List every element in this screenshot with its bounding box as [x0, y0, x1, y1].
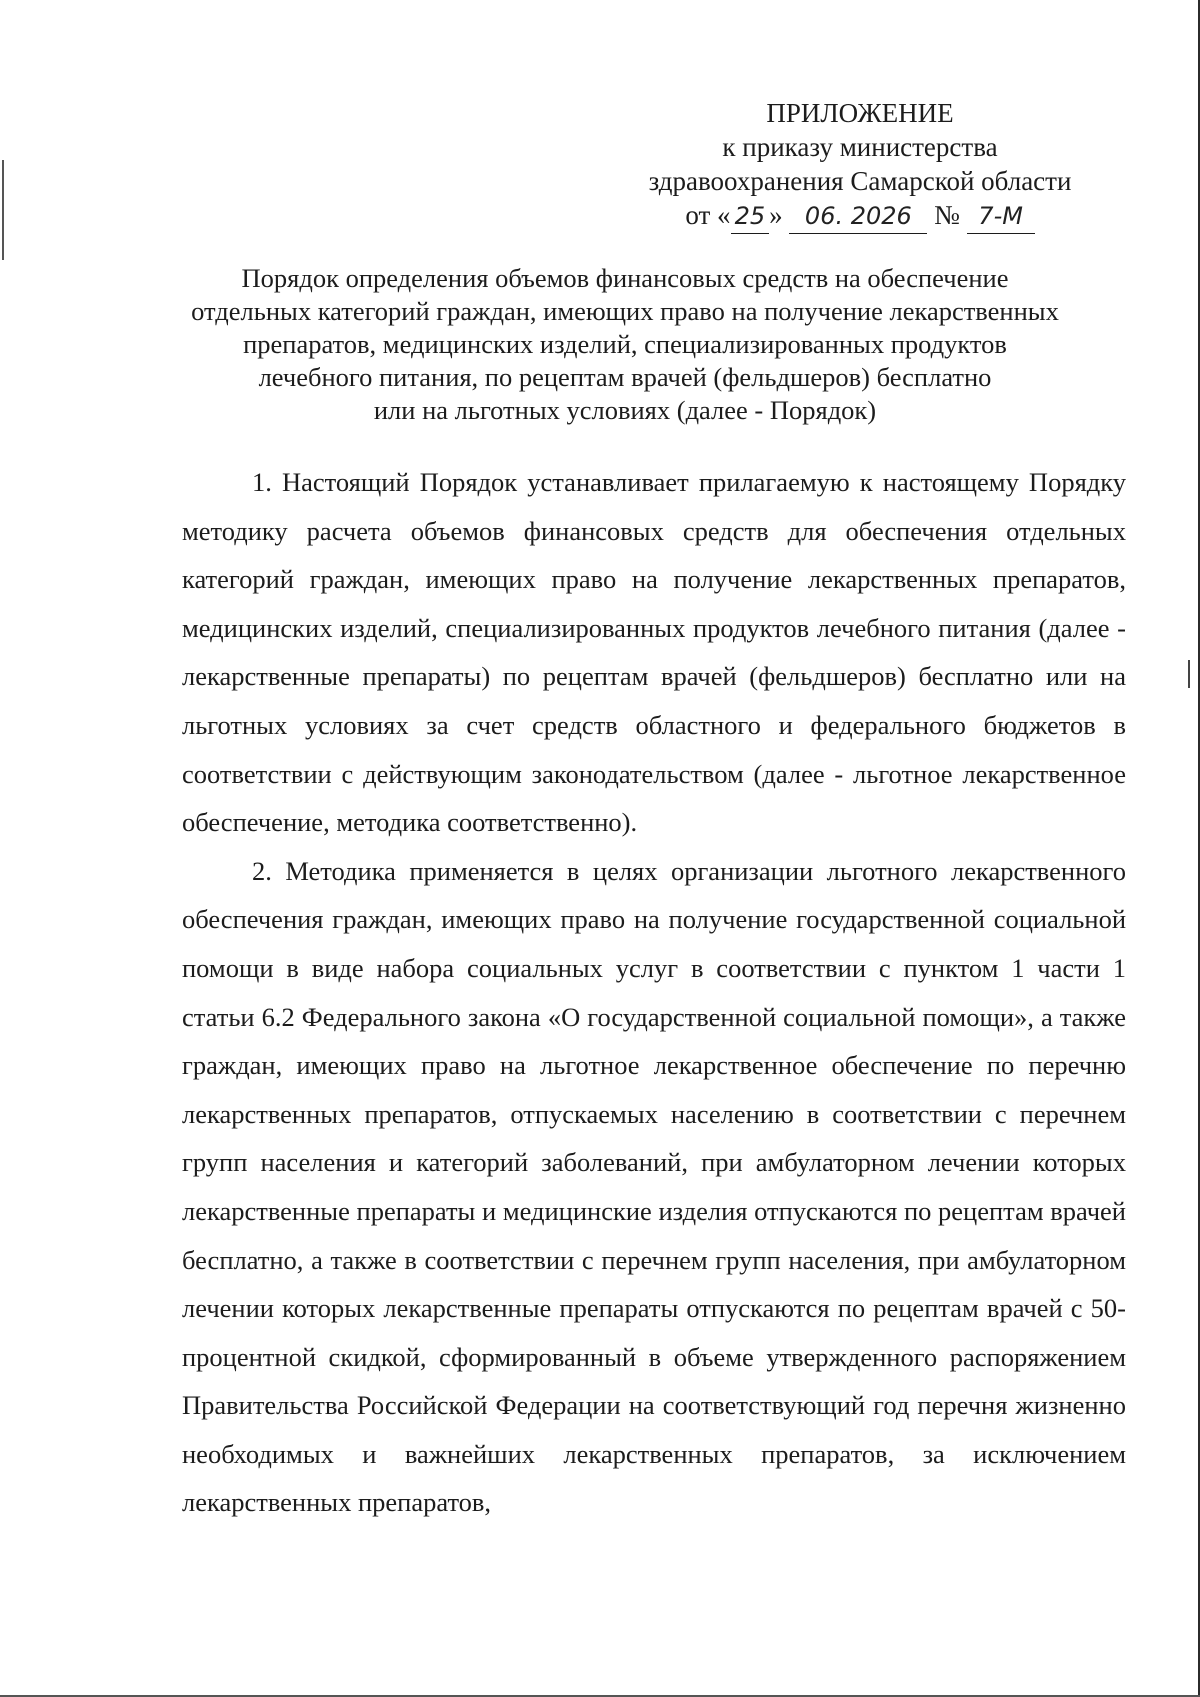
title-line: или на льготных условиях (далее - Порядок): [373, 395, 877, 425]
order-number: 7-М: [967, 199, 1035, 234]
approval-line-1: к приказу министерства: [722, 132, 998, 162]
title-line: Порядок определения объемов финансовых средств на обеспечение: [241, 263, 1009, 293]
title-line: лечебного питания, по рецептам врачей (фельдшеров) бесплатно: [258, 362, 992, 392]
title-line: отдельных категорий граждан, имеющих право на получение лекарственных: [191, 296, 1059, 326]
title-line: препаратов, медицинских изделий, специализированных продуктов: [243, 329, 1007, 359]
paragraph-1: 1. Настоящий Порядок устанавливает прилагаемую к настоящему Порядку методику расчета объемов финансовых средств для обеспечения отдельных категорий граждан, имеющих право на получение лекарственных препаратов, медицинских изделий, специализированных продуктов лечебного питания (далее - лекарственные препараты) по рецептам врачей (фельдшеров) бесплатно или на льготных условиях за счет средств областного и федерального бюджетов в соответствии с действующим законодательством (далее - льготное лекарственное обеспечение, методика соответственно).: [182, 467, 1126, 838]
scan-mark-right: [1188, 660, 1190, 688]
scan-mark-left: [2, 160, 4, 260]
approval-block: [620, 96, 1100, 234]
document-body: [182, 458, 1126, 1527]
date-month-year: 06. 2026: [789, 199, 927, 234]
approval-line-2: здравоохранения Самарской области: [648, 166, 1072, 196]
document-title: [160, 262, 1090, 427]
date-mid: »: [769, 200, 790, 230]
order-date-number: [620, 198, 1100, 234]
date-day: 25: [731, 199, 770, 234]
number-label: №: [927, 200, 967, 230]
date-prefix: от «: [685, 200, 731, 230]
approval-heading: ПРИЛОЖЕНИЕ: [766, 98, 954, 128]
paragraph-2: 2. Методика применяется в целях организации льготного лекарственного обеспечения граждан, имеющих право на получение государственной социальной помощи в виде набора социальных услуг в соответствии с пунктом 1 части 1 статьи 6.2 Федерального закона «О государственной социальной помощи», а также граждан, имеющих право на льготное лекарственное обеспечение по перечню лекарственных препаратов, отпускаемых населению в соответствии с перечнем групп населения и категорий заболеваний, при амбулаторном лечении которых лекарственные препараты и медицинские изделия отпускаются по рецептам врачей бесплатно, а также в соответствии с перечнем групп населения, при амбулаторном лечении которых лекарственные препараты отпускаются по рецептам врачей с 50-процентной скидкой, сформированный в объеме утвержденного распоряжением Правительства Российской Федерации на соответствующий год перечня жизненно необходимых и важнейших лекарственных препаратов, за исключением лекарственных препаратов,: [182, 855, 1126, 1518]
